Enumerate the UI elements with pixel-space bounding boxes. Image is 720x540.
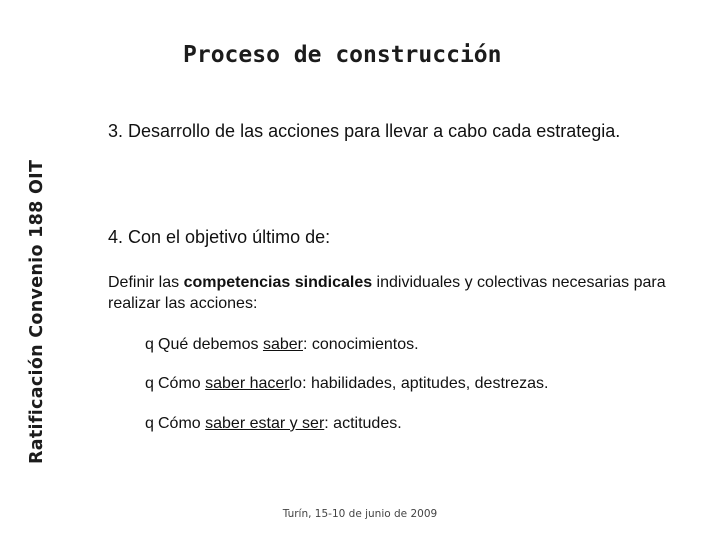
- bullet-marker: q: [145, 375, 154, 392]
- slide-title: Proceso de construcción: [183, 42, 502, 68]
- bullet-item-saber-estar: [145, 414, 402, 434]
- step-3-text: 3. Desarrollo de las acciones para llevar a cabo cada estrategia.: [108, 121, 621, 141]
- bullet-marker: q: [145, 415, 154, 432]
- vertical-side-title: Ratificación Convenio 188 OIT: [27, 159, 47, 464]
- bullet-marker: q: [145, 336, 154, 353]
- bullet-item-saber: [145, 335, 419, 355]
- footer-date: Turín, 15-10 de junio de 2009: [282, 508, 438, 520]
- bullet-item-saber-hacer: [145, 374, 548, 394]
- bullet-suffix: : actitudes.: [324, 415, 402, 432]
- intro-text-after: individuales y colectivas necesarias para realizar las acciones:: [108, 274, 666, 312]
- intro-text-bold: competencias sindicales: [183, 274, 373, 291]
- intro-text-before: Definir las: [108, 274, 184, 291]
- step-4-text: 4. Con el objetivo último de:: [108, 227, 331, 247]
- bullet-prefix: Cómo: [158, 415, 206, 432]
- bullet-suffix: lo: habilidades, aptitudes, destrezas.: [289, 375, 549, 392]
- bullet-prefix: Cómo: [158, 375, 206, 392]
- bullet-underlined: saber: [262, 336, 303, 353]
- bullet-underlined: saber estar y ser: [205, 415, 325, 432]
- intro-paragraph: [108, 272, 668, 314]
- bullet-underlined: saber hacer: [205, 375, 290, 392]
- bullet-prefix: Qué debemos: [158, 336, 263, 353]
- bullet-suffix: : conocimientos.: [302, 336, 419, 353]
